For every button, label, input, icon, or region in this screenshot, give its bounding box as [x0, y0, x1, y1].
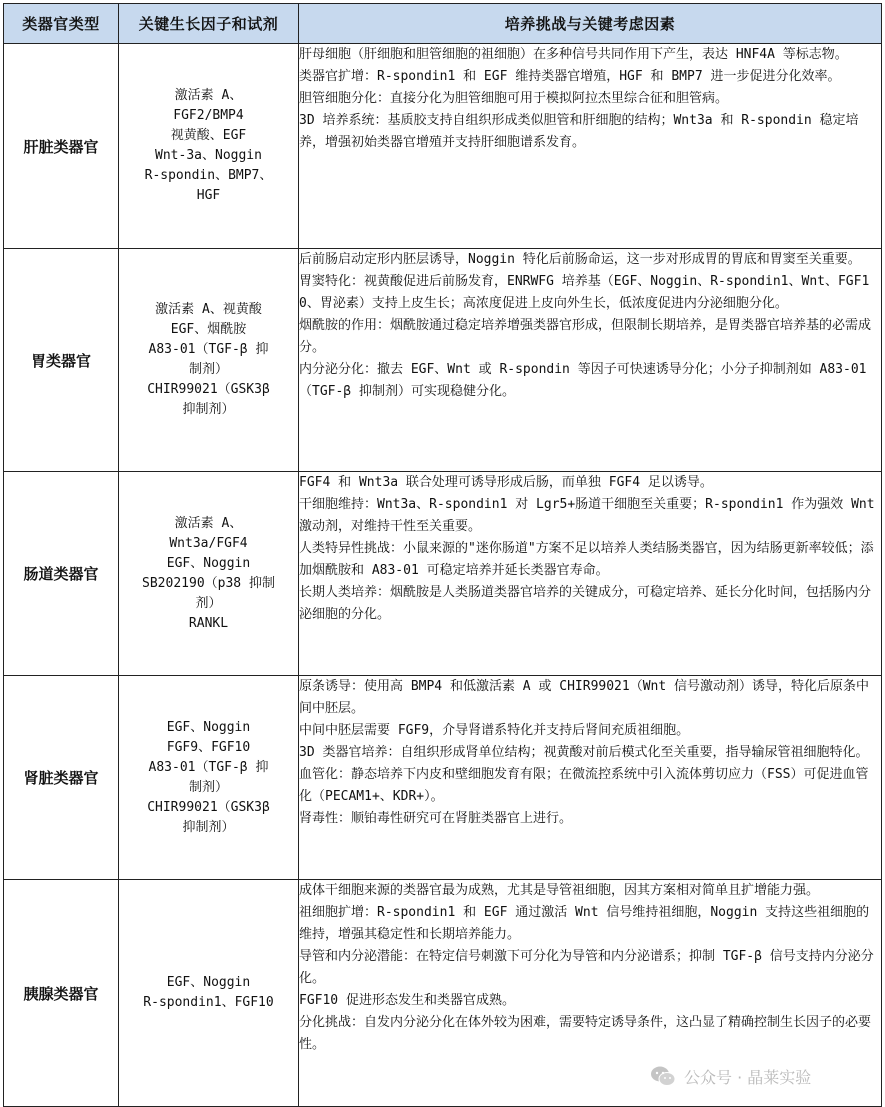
- growth-factors-cell: [119, 472, 299, 676]
- challenge-paragraph: 肝母细胞（肝细胞和胆管细胞的祖细胞）在多种信号共同作用下产生，表达 HNF4A 等标志物。: [299, 47, 848, 62]
- table-row: [4, 472, 882, 676]
- challenge-paragraph: 成体干细胞来源的类器官最为成熟，尤其是导管祖细胞，因其方案相对简单且扩增能力强。: [299, 883, 820, 898]
- watermark-text: 公众号 · 晶莱实验: [684, 1067, 812, 1087]
- growth-factor-line: EGF、烟酰胺: [170, 322, 247, 337]
- growth-factor-line: EGF、Noggin: [166, 719, 251, 735]
- challenge-paragraph: 原条诱导：使用高 BMP4 和低激活素 A 或 CHIR99021（Wnt 信号激动剂）诱导，特化后原条中间中胚层。: [299, 679, 870, 716]
- challenges-cell: [299, 249, 882, 472]
- table-row: [4, 676, 882, 880]
- growth-factor-line: 视黄酸、EGF: [170, 128, 247, 143]
- challenge-paragraph: 后前肠启动定形内胚层诱导，Noggin 特化后前肠命运，这一步对形成胃的胃底和胃窦至关重要。: [299, 252, 861, 267]
- challenge-paragraph: 胃窦特化：视黄酸促进后前肠发育，ENRWFG 培养基（EGF、Noggin、R-spondin1、Wnt、FGF10、胃泌素）支持上皮生长；高浓度促进上皮向外生长，低浓度促进内分泌细胞分化。: [299, 274, 870, 311]
- organoid-type-cell: 肠道类器官: [4, 472, 119, 676]
- challenge-paragraph: 肾毒性：顺铂毒性研究可在肾脏类器官上进行。: [299, 811, 573, 826]
- growth-factors-cell: [119, 44, 299, 249]
- growth-factor-line: 制剂）: [188, 362, 228, 377]
- challenge-paragraph: 类器官扩增：R-spondin1 和 EGF 维持类器官增殖，HGF 和 BMP7 进一步促进分化效率。: [299, 69, 841, 84]
- organoid-type-cell: 胃类器官: [4, 249, 119, 472]
- growth-factor-line: 抑制剂）: [182, 402, 235, 417]
- growth-factor-line: FGF2/BMP4: [173, 108, 244, 123]
- organoid-type-cell: 肝脏类器官: [4, 44, 119, 249]
- growth-factor-line: 激活素 A、: [174, 515, 243, 531]
- growth-factor-line: 制剂）: [188, 779, 228, 795]
- challenge-paragraph: 人类特异性挑战：小鼠来源的"迷你肠道"方案不足以培养人类结肠类器官，因为结肠更新率较低；添加烟酰胺和 A83-01 可稳定培养并延长类器官寿命。: [299, 541, 874, 578]
- challenge-paragraph: 干细胞维持：Wnt3a、R-spondin1 对 Lgr5+肠道干细胞至关重要；R-spondin1 作为强效 Wnt 激动剂，对维持干性至关重要。: [299, 497, 875, 534]
- challenges-cell: [299, 676, 882, 880]
- challenge-paragraph: 3D 类器官培养：自组织形成肾单位结构；视黄酸对前后模式化至关重要，指导输尿管祖细胞特化。: [299, 745, 869, 760]
- header-organoid-type: 类器官类型: [4, 4, 119, 44]
- growth-factor-line: SB202190（p38 抑制: [142, 575, 275, 591]
- challenge-paragraph: 中间中胚层需要 FGF9，介导肾谱系特化并支持后肾间充质祖细胞。: [299, 723, 690, 738]
- growth-factors-cell: [119, 676, 299, 880]
- growth-factor-line: 激活素 A、视黄酸: [155, 302, 262, 317]
- table-row: [4, 44, 882, 249]
- challenge-paragraph: 分化挑战：自发内分泌分化在体外较为困难，需要特定诱导条件，这凸显了精确控制生长因子的必要性。: [299, 1015, 872, 1052]
- growth-factor-line: R-spondin、BMP7、: [144, 168, 273, 183]
- challenge-paragraph: 长期人类培养：烟酰胺是人类肠道类器官培养的关键成分，可稳定培养、延长分化时间，包括肠内分泌细胞的分化。: [299, 585, 872, 622]
- header-growth-factors: 关键生长因子和试剂: [119, 4, 299, 44]
- challenge-paragraph: FGF4 和 Wnt3a 联合处理可诱导形成后肠，而单独 FGF4 足以诱导。: [299, 475, 713, 490]
- table-row: [4, 249, 882, 472]
- header-challenges: 培养挑战与关键考虑因素: [299, 4, 882, 44]
- organoid-culture-table: [3, 3, 882, 1107]
- growth-factor-line: 激活素 A、: [174, 88, 243, 103]
- organoid-type-cell: 肾脏类器官: [4, 676, 119, 880]
- growth-factor-line: A83-01（TGF-β 抑: [148, 759, 269, 775]
- challenge-paragraph: 内分泌分化：撤去 EGF、Wnt 或 R-spondin 等因子可快速诱导分化；小分子抑制剂如 A83-01（TGF-β 抑制剂）可实现稳健分化。: [299, 362, 867, 399]
- challenge-paragraph: 祖细胞扩增：R-spondin1 和 EGF 通过激活 Wnt 信号维持祖细胞，Noggin 支持这些祖细胞的维持，增强其稳定性和长期培养能力。: [299, 905, 870, 942]
- organoid-type-cell: 胰腺类器官: [4, 880, 119, 1107]
- challenge-paragraph: FGF10 促进形态发生和类器官成熟。: [299, 993, 515, 1008]
- growth-factor-line: CHIR99021（GSK3β: [147, 382, 270, 397]
- challenges-cell: [299, 44, 882, 249]
- challenge-paragraph: 3D 培养系统：基质胶支持自组织形成类似胆管和肝细胞的结构；Wnt3a 和 R-spondin 稳定培养，增强初始类器官增殖并支持肝细胞谱系发育。: [299, 113, 859, 150]
- growth-factor-line: Wnt-3a、Noggin: [155, 148, 262, 163]
- header-row: [4, 4, 882, 44]
- challenge-paragraph: 烟酰胺的作用：烟酰胺通过稳定培养增强类器官形成，但限制长期培养，是胃类器官培养基的必需成分。: [299, 318, 872, 355]
- growth-factors-cell: [119, 249, 299, 472]
- challenge-paragraph: 胆管细胞分化：直接分化为胆管细胞可用于模拟阿拉杰里综合征和胆管病。: [299, 91, 729, 106]
- growth-factor-line: RANKL: [188, 615, 229, 631]
- growth-factor-line: EGF、Noggin: [166, 555, 251, 571]
- challenge-paragraph: 导管和内分泌潜能：在特定信号刺激下可分化为导管和内分泌谱系；抑制 TGF-β 信号支持内分泌分化。: [299, 949, 874, 986]
- challenge-paragraph: 血管化：静态培养下内皮和壁细胞发育有限；在微流控系统中引入流体剪切应力（FSS）可促进血管化（PECAM1+、KDR+）。: [299, 767, 869, 804]
- challenges-cell: [299, 880, 882, 1107]
- growth-factor-line: HGF: [196, 188, 221, 203]
- growth-factor-line: FGF9、FGF10: [166, 739, 251, 755]
- growth-factor-line: A83-01（TGF-β 抑: [148, 342, 269, 357]
- challenges-cell: [299, 472, 882, 676]
- table-row: [4, 880, 882, 1107]
- growth-factor-line: R-spondin1、FGF10: [143, 995, 274, 1010]
- growth-factor-line: CHIR99021（GSK3β: [147, 799, 270, 815]
- growth-factors-cell: [119, 880, 299, 1107]
- growth-factor-line: EGF、Noggin: [166, 975, 251, 990]
- growth-factor-line: 剂）: [195, 595, 222, 611]
- growth-factor-line: 抑制剂）: [182, 819, 235, 835]
- growth-factor-line: Wnt3a/FGF4: [169, 535, 248, 551]
